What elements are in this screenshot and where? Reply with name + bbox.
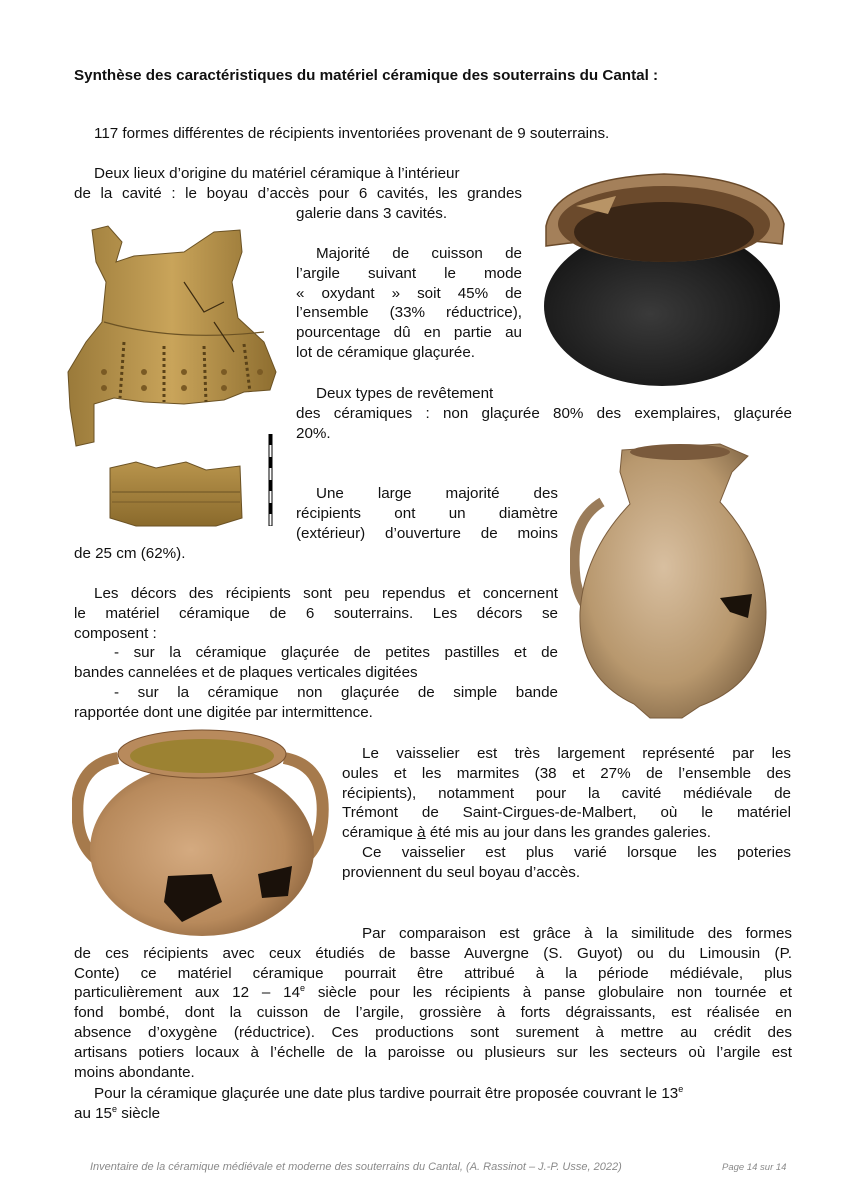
text-line — [74, 1084, 792, 1104]
glazed-base-fragment-image — [106, 458, 244, 530]
text-fragment: été mis au jour dans les grandes galeries. — [425, 824, 711, 842]
text-line: moins abondante. — [74, 1063, 195, 1081]
text-line: Deux types de revêtement — [316, 385, 494, 402]
text-line: (extérieur) d’ouverture de moins — [296, 524, 558, 542]
text-line: proviennent du seul boyau d’accès. — [342, 863, 581, 881]
glazed-pottery-fragment-image — [64, 222, 282, 450]
text-line — [342, 823, 791, 843]
superscript: e — [678, 1083, 684, 1094]
text-line: 20%. — [296, 424, 331, 442]
two-handled-pot-image — [72, 726, 330, 938]
page-title: Synthèse des caractéristiques du matériel céramique des souterrains du Cantal : — [74, 67, 659, 84]
decors-paragraph — [74, 584, 558, 723]
text-fragment: au 15 — [74, 1104, 113, 1122]
scale-bar-icon — [264, 434, 278, 526]
glacuree-paragraph — [74, 1084, 792, 1124]
text-line: Les décors des récipients sont peu rependus et concernent — [94, 585, 558, 602]
text-line: pourcentage dû en partie au — [296, 324, 522, 342]
origin-paragraph — [74, 164, 522, 204]
text-fragment: particulièrement aux 12 – 14 — [74, 984, 301, 1002]
text-line — [74, 983, 792, 1003]
cuisson-paragraph — [296, 244, 522, 363]
footer-page-number: Page 14 sur 14 — [722, 1162, 787, 1173]
comparaison-paragraph — [74, 924, 792, 1082]
text-line: Le vaisselier est très largement représenté par les — [362, 745, 791, 762]
text-fragment: céramique — [342, 824, 418, 842]
text-line — [74, 1104, 792, 1124]
text-line: le matériel céramique de 6 souterrains. Les décors se — [74, 604, 558, 622]
superscript: e — [112, 1103, 118, 1114]
text-line: Conte) ce matériel céramique pourrait être attribué à la période médiévale, plus — [74, 964, 792, 982]
text-line: Par comparaison est grâce à la similitude des formes — [362, 925, 792, 942]
diametre-paragraph — [296, 484, 558, 543]
text-line: bandes cannelées et de plaques verticales digitées — [74, 664, 418, 682]
text-fragment: siècle pour les récipients à panse globulaire non tournée et — [305, 984, 792, 1002]
text-line: artisans potiers locaux à l’échelle de la paroisse ou plusieurs sur les secteurs où l’argile est — [74, 1043, 792, 1061]
superscript: e — [300, 983, 306, 994]
text-line: l’argile suivant le mode — [296, 264, 522, 282]
text-line: Deux lieux d’origine du matériel céramique à l’intérieur — [94, 165, 460, 182]
text-line: l’ensemble (33% réductrice), — [296, 304, 522, 322]
revetement-paragraph — [296, 384, 792, 443]
text-line: de ces récipients avec ceux étudiés de basse Auvergne (S. Guyot) ou du Limousin (P. — [74, 944, 792, 962]
text-line: récipients), notamment pour la cavité médiévale de — [342, 784, 791, 802]
vaisselier-paragraph — [342, 744, 791, 883]
text-line: - sur la céramique glaçurée de petites pastilles et de — [114, 644, 558, 662]
text-line: de la cavité : le boyau d’accès pour 6 cavités, les grandes — [74, 184, 522, 202]
text-line: des céramiques : non glaçurée 80% des exemplaires, glaçurée — [296, 404, 792, 422]
black-pot-image — [536, 166, 792, 392]
text-line: « oxydant » soit 45% de — [296, 284, 522, 302]
underlined-word: à — [417, 824, 426, 842]
text-line: Ce vaisselier est plus varié lorsque les poteries — [362, 843, 791, 861]
text-line: oules et les marmites (38 et 27% de l’ensemble des — [342, 764, 791, 782]
text-line: de 25 cm (62%). — [74, 545, 186, 562]
intro-paragraph: 117 formes différentes de récipients inventoriées provenant de 9 souterrains. — [94, 125, 610, 142]
text-line: fond bombé, dont la cuisson de l’argile, grossière à forts dégraissants, est réalisée en — [74, 1004, 792, 1022]
text-line: Trémont de Saint-Cirgues-de-Malbert, où le matériel — [342, 804, 791, 822]
footer-citation: Inventaire de la céramique médiévale et moderne des souterrains du Cantal, (A. Rassinot – J.-P. Usse, 2022) — [90, 1161, 622, 1173]
jug-image — [570, 442, 770, 720]
text-line: absence d’oxygène (réductrice). Ces productions sont surement à mettre au crédit des — [74, 1023, 792, 1041]
text-line: Majorité de cuisson de — [316, 245, 522, 262]
text-line: lot de céramique glaçurée. — [296, 343, 475, 361]
text-line: composent : — [74, 624, 157, 642]
text-fragment: Pour la céramique glaçurée une date plus tardive pourrait être proposée couvrant le 13 — [94, 1085, 679, 1102]
text-line: rapportée dont une digitée par intermittence. — [74, 703, 373, 721]
text-line: galerie dans 3 cavités. — [296, 205, 448, 222]
text-line: récipients ont un diamètre — [296, 504, 558, 522]
text-line: - sur la céramique non glaçurée de simple bande — [114, 683, 558, 701]
text-line: Une large majorité des — [316, 485, 558, 502]
text-fragment: siècle — [117, 1104, 161, 1122]
